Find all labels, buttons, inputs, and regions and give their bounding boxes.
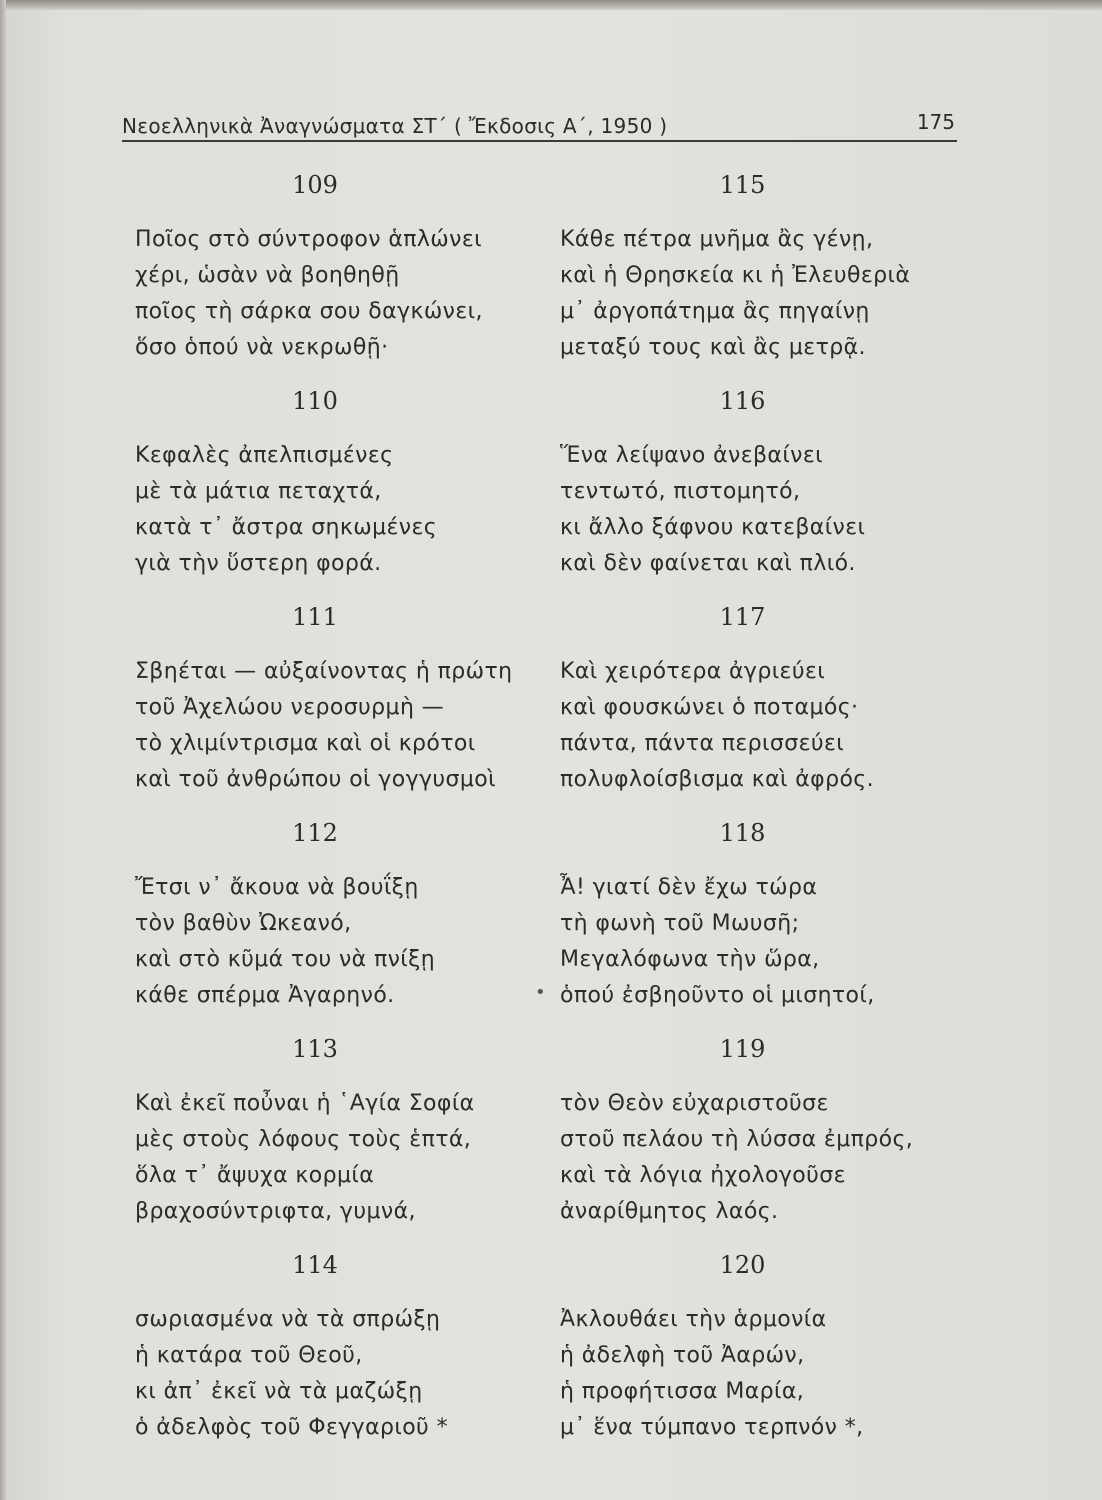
stanza [135, 168, 535, 384]
stanza [135, 1248, 535, 1464]
stanza [560, 1032, 980, 1248]
verse-line: Ἀκλουθάει τὴν ἁρμονία [560, 1307, 827, 1332]
stanza [135, 816, 535, 1032]
verse-line: καὶ δὲν φαίνεται καὶ πλιό. [560, 551, 856, 576]
stanza [560, 1248, 980, 1464]
verse-line: Κάθε πέτρα μνῆμα ἂς γένῃ, [560, 227, 874, 252]
stanza-number: 110 [292, 387, 338, 415]
stanza [560, 168, 980, 384]
verse-line: πολυφλοίσβισμα καὶ ἀφρός. [560, 767, 875, 792]
scan-top-edge [0, 0, 1102, 10]
stanza-number: 109 [292, 171, 338, 199]
verse-line: καὶ τοῦ ἀνθρώπου οἱ γογγυσμοὶ [135, 767, 496, 792]
verse-line: Ἆ! γιατί δὲν ἔχω τώρα [560, 875, 818, 900]
verse-line: ὅσο ὁπού νὰ νεκρωθῇ· [135, 335, 389, 360]
verse-line: Ποῖος στὸ σύντροφον ἁπλώνει [135, 227, 482, 252]
stanza [560, 816, 980, 1032]
verse-line: ὅλα τ᾿ ἄψυχα κορμία [135, 1163, 375, 1188]
scan-left-edge [0, 0, 6, 1500]
verse-line: Σβηέται — αὐξαίνοντας ἡ πρώτη [135, 659, 513, 684]
stanza-number: 117 [719, 603, 766, 631]
verse-line: στοῦ πελάου τὴ λύσσα ἐμπρός, [560, 1127, 914, 1152]
verse-line: Μεγαλόφωνα τὴν ὥρα, [560, 947, 820, 972]
verse-line: γιὰ τὴν ὕστερη φορά. [135, 551, 382, 576]
stanza-number: 114 [292, 1251, 338, 1279]
verse-line: σωριασμένα νὰ τὰ σπρώξῃ [135, 1307, 441, 1332]
verse-line: μὲ τὰ μάτια πεταχτά, [135, 479, 382, 504]
left-column [135, 168, 535, 1464]
stanza [560, 600, 980, 816]
verse-line: Ἔτσι ν᾿ ἄκουα νὰ βουΐξῃ [135, 875, 419, 900]
header-title: Νεοελληνικὰ Ἀναγνώσματα ΣΤ΄ ( Ἔκδοσις Α΄, 1950 ) [122, 114, 668, 138]
verse-line: Κεφαλὲς ἀπελπισμένες [135, 443, 394, 468]
verse-line: τεντωτό, πιστομητό, [560, 479, 801, 504]
verse-line: Ἕνα λείψανο ἀνεβαίνει [560, 443, 824, 468]
stanza-number: 120 [719, 1251, 766, 1279]
verse-line: μεταξύ τους καὶ ἂς μετρᾷ. [560, 335, 866, 360]
stanza-number: 112 [292, 819, 338, 847]
stanza [135, 1032, 535, 1248]
stanza [135, 384, 535, 600]
verse-line: Καὶ χειρότερα ἀγριεύει [560, 659, 826, 684]
verse-line: πάντα, πάντα περισσεύει [560, 731, 845, 756]
verse-line: καὶ στὸ κῦμά του νὰ πνίξῃ [135, 947, 436, 972]
verse-line: Καὶ ἐκεῖ ποὖναι ἡ ῾Αγία Σοφία [135, 1091, 475, 1116]
stanza-number: 118 [719, 819, 766, 847]
verse-line: τοῦ Ἀχελώου νεροσυρμὴ — [135, 695, 445, 720]
verse-line: καὶ ἡ Θρησκεία κι ἡ Ἐλευθεριὰ [560, 263, 911, 288]
verse-line: ἡ κατάρα τοῦ Θεοῦ, [135, 1343, 363, 1368]
right-column [560, 168, 980, 1464]
stanza-number: 119 [719, 1035, 766, 1063]
header-rule [122, 140, 957, 142]
stray-dot-mark: • [535, 982, 546, 1003]
verse-line: κάθε σπέρμα Ἀγαρηνό. [135, 983, 395, 1008]
verse-line: τὸ χλιμίντρισμα καὶ οἱ κρότοι [135, 731, 476, 756]
stanza-number: 115 [719, 171, 766, 199]
verse-line: μ᾿ ἀργοπάτημα ἂς πηγαίνῃ [560, 299, 870, 324]
verse-line: τὴ φωνὴ τοῦ Μωυσῆ; [560, 911, 800, 936]
verse-line: ὁ ἀδελφὸς τοῦ Φεγγαριοῦ * [135, 1415, 448, 1440]
verse-line: κι ἄλλο ξάφνου κατεβαίνει [560, 515, 866, 540]
verse-line: ἡ προφήτισσα Μαρία, [560, 1379, 805, 1404]
verse-line: τὸν Θεὸν εὐχαριστοῦσε [560, 1091, 829, 1116]
verse-line: χέρι, ὡσὰν νὰ βοηθηθῇ [135, 263, 400, 288]
stanza [560, 384, 980, 600]
verse-line: κι ἀπ᾿ ἐκεῖ νὰ τὰ μαζώξῃ [135, 1379, 423, 1404]
verse-line: κατὰ τ᾿ ἄστρα σηκωμένες [135, 515, 438, 540]
verse-line: μ᾿ ἕνα τύμπανο τερπνόν *, [560, 1415, 864, 1440]
stanza-number: 116 [719, 387, 766, 415]
page-number: 175 [916, 110, 955, 134]
verse-line: καὶ φουσκώνει ὁ ποταμός· [560, 695, 859, 720]
running-header [122, 110, 957, 140]
verse-line: ἀναρίθμητος λαός. [560, 1199, 779, 1224]
stanza [135, 600, 535, 816]
verse-line: τὸν βαθὺν Ὠκεανό, [135, 911, 352, 936]
stanza-number: 111 [292, 603, 338, 631]
verse-line: ὁπού ἐσβηοῦντο οἱ μισητοί, [560, 983, 875, 1008]
verse-line: ἡ ἀδελφὴ τοῦ Ἀαρών, [560, 1343, 805, 1368]
verse-line: καὶ τὰ λόγια ἠχολογοῦσε [560, 1163, 846, 1188]
verse-line: μὲς στοὺς λόφους τοὺς ἑπτά, [135, 1127, 472, 1152]
verse-line: βραχοσύντριφτα, γυμνά, [135, 1199, 416, 1224]
stanza-number: 113 [292, 1035, 338, 1063]
verse-line: ποῖος τὴ σάρκα σου δαγκώνει, [135, 299, 483, 324]
